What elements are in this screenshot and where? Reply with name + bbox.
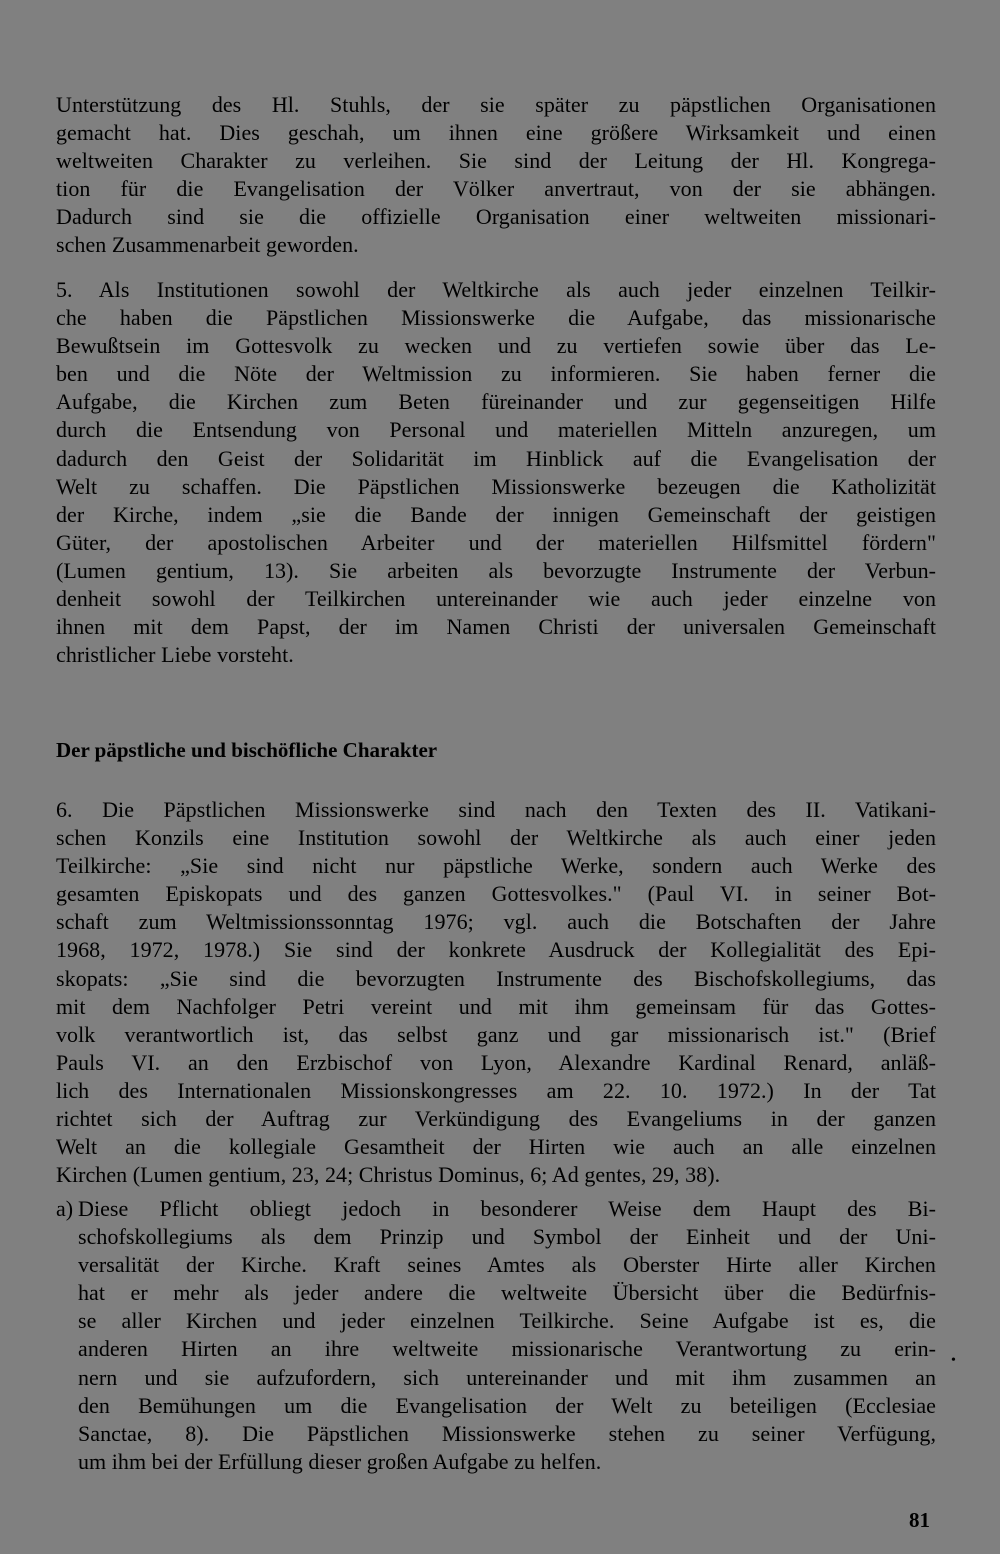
text-line: Unterstützung des Hl. Stuhls, der sie später zu päpstlichen Organisationen (56, 92, 936, 117)
text-line: durch die Entsendung von Personal und materiellen Mitteln anzuregen, um (56, 417, 936, 443)
text-line: 1968, 1972, 1978.) Sie sind der konkrete Ausdruck der Kollegialität des Epi- (56, 937, 936, 963)
text-line: weltweiten Charakter zu verleihen. Sie sind der Leitung der Hl. Kongrega- (56, 148, 936, 174)
text-line: ihnen mit dem Papst, der im Namen Christi der universalen Gemeinschaft (56, 614, 936, 640)
text-line: Pauls VI. an den Erzbischof von Lyon, Alexandre Kardinal Renard, anläß- (56, 1049, 936, 1075)
paragraph-6 (56, 796, 936, 1189)
text-line: Welt an die kollegiale Gesamtheit der Hirten wie auch an alle einzelnen (56, 1134, 936, 1160)
section-heading: Der päpstliche und bischöfliche Charakter (56, 738, 438, 762)
text-line: ben und die Nöte der Weltmission zu informieren. Sie haben ferner die (56, 361, 936, 387)
text-line: gesamten Episkopats und des ganzen Gottesvolkes." (Paul VI. in seiner Bot- (56, 881, 936, 907)
text-line: che haben die Päpstlichen Missionswerke die Aufgabe, das missionarische (56, 305, 936, 331)
text-line: versalität der Kirche. Kraft seines Amtes als Oberster Hirte aller Kirchen (78, 1252, 936, 1278)
text-line: schaft zum Weltmissionssonntag 1976; vgl. auch die Botschaften der Jahre (56, 909, 936, 935)
text-line: hat er mehr als jeder andere die weltweite Übersicht über die Bedürfnis- (78, 1280, 936, 1306)
text-line: dadurch den Geist der Solidarität im Hinblick auf die Evangelisation der (56, 445, 936, 471)
text-line: denheit sowohl der Teilkirchen untereinander wie auch jeder einzelne von (56, 586, 936, 612)
subparagraph-label: a) (56, 1196, 74, 1221)
paragraph-intro (56, 91, 936, 260)
text-line: Kirchen (Lumen gentium, 23, 24; Christus Dominus, 6; Ad gentes, 29, 38). (56, 1162, 721, 1188)
text-line: lich des Internationalen Missionskongresses am 22. 10. 1972.) In der Tat (56, 1077, 936, 1103)
text-line: Teilkirche: „Sie sind nicht nur päpstliche Werke, sondern auch Werke des (56, 853, 936, 879)
text-line: Sanctae, 8). Die Päpstlichen Missionswerke stehen zu seiner Verfügung, (78, 1420, 936, 1446)
text-line: se aller Kirchen und jeder einzelnen Teilkirche. Seine Aufgabe ist es, die (78, 1308, 936, 1334)
text-line: der Kirche, indem „sie die Bande der innigen Gemeinschaft der geistigen (56, 501, 936, 527)
text-line: 6. Die Päpstlichen Missionswerke sind nach den Texten des II. Vatikani- (56, 797, 936, 822)
paragraph-5 (56, 276, 936, 669)
text-line: Bewußtsein im Gottesvolk zu wecken und zu vertiefen sowie über das Le- (56, 333, 936, 359)
text-line: mit dem Nachfolger Petri vereint und mit ihm gemeinsam für das Gottes- (56, 993, 936, 1019)
text-line: gemacht hat. Dies geschah, um ihnen eine größere Wirksamkeit und einen (56, 120, 936, 146)
text-line: tion für die Evangelisation der Völker anvertraut, von der sie abhängen. (56, 176, 936, 202)
text-line: Dadurch sind sie die offizielle Organisation einer weltweiten missionari- (56, 204, 936, 230)
text-line: schofskollegiums als dem Prinzip und Symbol der Einheit und der Uni- (78, 1224, 936, 1250)
subparagraph-body (78, 1195, 936, 1476)
text-line: Güter, der apostolischen Arbeiter und der materiellen Hilfsmittel fördern" (56, 529, 936, 555)
stray-print-mark: • (951, 1353, 956, 1368)
text-line: 5. Als Institutionen sowohl der Weltkirche als auch jeder einzelnen Teilkir- (56, 277, 936, 302)
text-line: Aufgabe, die Kirchen zum Beten füreinander und zur gegenseitigen Hilfe (56, 389, 936, 415)
text-line: skopats: „Sie sind die bevorzugten Instrumente des Bischofskollegiums, das (56, 965, 936, 991)
text-line: den Bemühungen um die Evangelisation der Welt zu beteiligen (Ecclesiae (78, 1392, 936, 1418)
text-line: Welt zu schaffen. Die Päpstlichen Missionswerke bezeugen die Katholizität (56, 473, 936, 499)
text-line: um ihm bei der Erfüllung dieser großen Aufgabe zu helfen. (78, 1448, 602, 1474)
text-line: christlicher Liebe vorsteht. (56, 642, 294, 668)
text-line: schen Konzils eine Institution sowohl der Weltkirche als auch einer jeden (56, 825, 936, 851)
text-line: nern und sie aufzufordern, sich untereinander und mit ihm zusammen an (78, 1364, 936, 1390)
text-line: volk verantwortlich ist, das selbst ganz und gar missionarisch ist." (Brief (56, 1021, 936, 1047)
page-number: 81 (909, 1508, 930, 1532)
text-line: (Lumen gentium, 13). Sie arbeiten als bevorzugte Instrumente der Verbun- (56, 557, 936, 583)
text-line: richtet sich der Auftrag zur Verkündigung des Evangeliums in der ganzen (56, 1106, 936, 1132)
text-line: anderen Hirten an ihre weltweite missionarische Verantwortung zu erin- (78, 1336, 936, 1362)
text-line: Diese Pflicht obliegt jedoch in besonderer Weise dem Haupt des Bi- (78, 1196, 936, 1221)
text-line: schen Zusammenarbeit geworden. (56, 232, 359, 258)
